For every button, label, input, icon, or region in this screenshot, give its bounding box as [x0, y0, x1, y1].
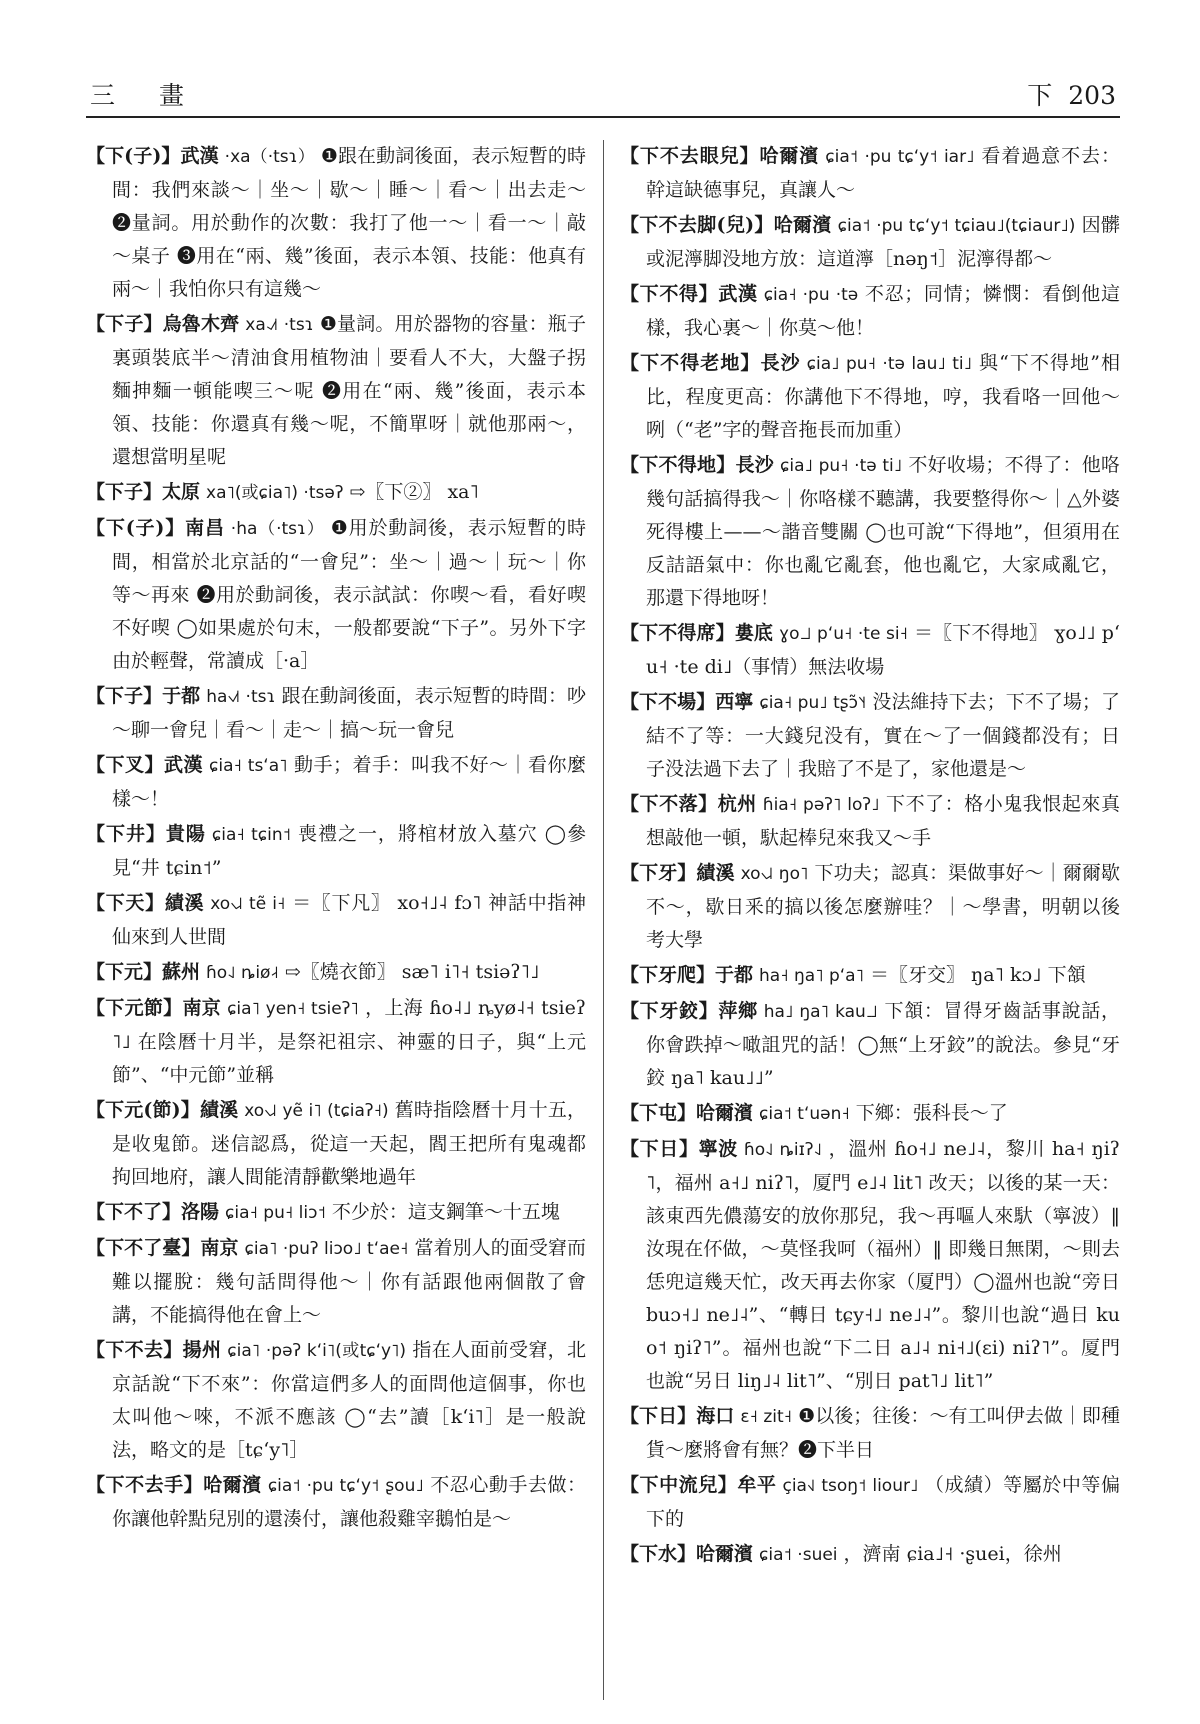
dialect-location: 婁底: [734, 622, 773, 644]
headword: 【下子】: [86, 481, 163, 503]
definition: ⇨〖下②〗 xa˥: [349, 481, 479, 503]
page-header: [86, 70, 1120, 118]
headword: 【下不得老地】: [620, 352, 761, 374]
definition: 不好收場；不得了：他咯幾句話搞得我～｜你咯樣不聽講，我要整得你～｜△外婆死得樓上——～諧音雙關 ◯也可說“下得地”，但須用在反詰語氣中：你也亂它亂套，他也亂它，大家咸亂它，那還下得地呀！: [646, 454, 1120, 609]
definition: 喪禮之一，將棺材放入墓穴 ◯參見“井 tɕin˦”: [112, 823, 586, 879]
phonetic-transcription: ɦo˨˩ ȵiɪʔ˨˩: [743, 1140, 822, 1160]
headword: 【下日】: [620, 1138, 699, 1160]
headword: 【下不落】: [620, 793, 718, 815]
headword: 【下牙】: [620, 862, 697, 884]
dialect-location: 南京: [200, 1237, 239, 1259]
phonetic-transcription: xa˨˩˦ ·tsɿ: [245, 315, 314, 335]
dialect-location: 海口: [696, 1405, 735, 1427]
headword: 【下不去手】: [86, 1474, 204, 1496]
phonetic-transcription: xo˧˩˨ tẽ i˧: [210, 894, 286, 914]
headword: 【下元節】: [86, 997, 183, 1019]
phonetic-transcription: ɕia˦ ·pu tɕʻy˦ ʂou˩: [267, 1476, 424, 1496]
dialect-location: 哈爾濱: [203, 1474, 262, 1496]
phonetic-transcription: ɕia˧ tɕin˦: [211, 825, 292, 845]
definition: ❶跟在動詞後面，表示短暫的時間：我們來談～｜坐～｜歇～｜睡～｜看～｜出去走～ ❷量詞。用於動作的次數：我打了他一～｜看一～｜敲～桌子 ❸用在“兩、幾”後面，表示本領、技能：他真有兩～｜我怕你只有這幾～: [112, 145, 586, 300]
definition: ，溫州 ɦo˧˩ ne˩˨，黎川 ha˧ ŋiʔ˥，福州 a˧˩ niʔ˥，厦門 e˩˨ lit˥ 改天；以後的某一天：該東西先儂蕩安的放你那兒，我～再嘔人來馱（寧波）‖ 汝現在伓做，～莫怪我呵（福州）‖ 即幾日無閑，～則去恁兜這幾天忙，改天再去你家（厦門）◯溫州也說“旁日 buɔ˧˩ ne˩˨”、“轉日 tɕy˧˩ ne˩˨”。黎川也說“過日 kuo˦ ŋiʔ˥”。福州也說“下二日 a˩˨ ni˧˩(ɛi) niʔ˥”。厦門也說“另日 liŋ˩˨ lit˥”、“別日 pat˥˩ lit˥”: [646, 1138, 1120, 1392]
definition: 舊時指陰曆十月十五，是收鬼節。迷信認爲，從這一天起，閻王把所有鬼魂都拘回地府，讓人間能清靜歡樂地過年: [112, 1099, 586, 1188]
phonetic-transcription: ɦia˧ pəʔ˥ loʔ˩: [762, 795, 880, 815]
dictionary-entry: [86, 1334, 586, 1467]
headword: 【下(子)】: [86, 517, 186, 539]
dialect-location: 哈爾濱: [696, 1543, 754, 1565]
phonetic-transcription: ɕia˧ tsʻa˥: [209, 756, 288, 776]
headword: 【下不去脚(兒)】: [620, 214, 774, 236]
dictionary-entry: [620, 788, 1120, 855]
dialect-location: 績溪: [696, 862, 735, 884]
dialect-location: 績溪: [164, 892, 205, 914]
dictionary-entry: [620, 1538, 1120, 1572]
dialect-location: 烏魯木齊: [162, 313, 240, 335]
dialect-location: 哈爾濱: [759, 145, 820, 167]
dialect-location: 萍鄉: [718, 1000, 758, 1022]
dictionary-entry: [86, 992, 586, 1092]
definition: ❶以後；往後：～有工叫伊去做｜即種貨～麼將會有無？❷下半日: [646, 1405, 1120, 1461]
headword: 【下天】: [86, 892, 165, 914]
dictionary-entry: [620, 347, 1120, 447]
dictionary-entry: [86, 956, 586, 990]
dictionary-entry: [86, 1094, 586, 1194]
definition: 不忍；同情；憐憫：看倒他這樣，我心裏～｜你莫～他！: [646, 283, 1120, 339]
headword: 【下不去】: [86, 1339, 183, 1361]
phonetic-transcription: xo˧˩˨ ŋo˥: [740, 864, 809, 884]
phonetic-transcription: ɕia˧ pu˧ liɔ˦: [225, 1203, 326, 1223]
headword: 【下水】: [620, 1543, 697, 1565]
headword: 【下不得地】: [620, 454, 736, 476]
dialect-location: 洛陽: [181, 1201, 220, 1223]
dialect-location: 貴陽: [165, 823, 206, 845]
definition: 動手；着手：叫我不好～｜看你麼樣～！: [112, 754, 586, 810]
headword: 【下屯】: [620, 1102, 697, 1124]
dictionary-entry: [620, 278, 1120, 345]
dialect-location: 武漢: [718, 283, 758, 305]
headword: 【下元】: [86, 961, 163, 983]
definition: ＝〖下不得地〗 ɣo˩˩ pʻu˧ ·te di˩（事情）無法收場: [646, 622, 1120, 678]
column-divider: [603, 140, 604, 1700]
dialect-location: 于都: [715, 964, 754, 986]
phonetic-transcription: ɕia˦ ·suei: [759, 1545, 838, 1565]
dialect-location: 武漢: [164, 754, 203, 776]
dictionary-entry: [86, 476, 586, 510]
headword: 【下井】: [86, 823, 166, 845]
definition: 看着過意不去：幹這缺德事兒，真讓人～: [646, 145, 1120, 201]
definition: 與“下不得地”相比，程度更高：你講他下不得地，哼，我看咯一回他～咧（“老”字的聲音拖長而加重）: [646, 352, 1120, 441]
phonetic-transcription: ɕia˦ tʻuən˧: [759, 1104, 850, 1124]
headword: 【下牙爬】: [620, 964, 716, 986]
definition: 不忍心動手去做：你讓他幹點兒別的還湊付，讓他殺雞宰鵝怕是～: [112, 1474, 586, 1530]
dialect-location: 寧波: [698, 1138, 738, 1160]
definition: 下功夫；認真：渠做事好～｜爾爾歇不～，歇日釆的搞以後怎麼辦哇？｜～學書，明朝以後考大學: [646, 862, 1120, 951]
headword: 【下日】: [620, 1405, 697, 1427]
phonetic-transcription: ɛ˧ zit˧: [740, 1407, 793, 1427]
dictionary-entry: [86, 140, 586, 306]
headword: 【下不去眼兒】: [620, 145, 760, 167]
headword: 【下不了臺】: [86, 1237, 201, 1259]
phonetic-transcription: ɦo˨˩ ȵiø˨˧: [206, 963, 279, 983]
dictionary-entry: [86, 308, 586, 474]
dictionary-entry: [86, 1232, 586, 1332]
dialect-location: 西寧: [715, 691, 754, 713]
headword: 【下中流兒】: [620, 1474, 738, 1496]
section-title: 三 畫: [90, 81, 202, 110]
phonetic-transcription: ha˩ ŋa˥ kau˩˩: [763, 1002, 878, 1022]
phonetic-transcription: ɣo˩˩ pʻu˧ ·te si˧: [778, 624, 908, 644]
dictionary-entry: [620, 995, 1120, 1095]
dialect-location: 杭州: [717, 793, 757, 815]
headword: 【下子】: [86, 685, 163, 707]
phonetic-transcription: ɕia˩ pu˧ ·tə lau˩ ti˩: [806, 354, 972, 374]
dictionary-entry: [86, 680, 586, 747]
dialect-location: 南京: [182, 997, 222, 1019]
definition: ⇨〖燒衣節〗 sæ˥ i˥˧ tsiəʔ˥˩: [284, 961, 540, 983]
definition: 當着別人的面受窘而難以擺脫：幾句話問得他～｜你有話跟他兩個散了會講，不能搞得他在會上～: [112, 1237, 586, 1326]
columns: [86, 140, 1120, 1700]
dialect-location: 長沙: [735, 454, 775, 476]
head-character: 下: [1027, 81, 1053, 110]
dictionary-entry: [620, 617, 1120, 684]
dictionary-entry: [86, 1469, 586, 1536]
phonetic-transcription: xa˥(或ɕia˥) ·tsəʔ: [206, 483, 344, 503]
dictionary-entry: [620, 1133, 1120, 1398]
headword: 【下不得】: [620, 283, 719, 305]
definition: 指在人面前受窘，北京話說“下不來”：你當這們多人的面問他這個事，你也太叫他～唻，不派不應該 ◯“去”讀［kʻi˥］是一般說法，略文的是［tɕʻy˥］: [112, 1339, 586, 1461]
headword: 【下元(節)】: [86, 1099, 200, 1121]
phonetic-transcription: ɕia˥ ·pəʔ kʻi˥(或tɕʻy˥): [227, 1341, 407, 1361]
phonetic-transcription: xo˧˩˨ yẽ i˥ (tɕiaʔ˧): [244, 1101, 389, 1121]
phonetic-transcription: ·ha（·tsɿ）: [230, 519, 325, 539]
dictionary-entry: [86, 749, 586, 816]
dialect-location: 牟平: [737, 1474, 777, 1496]
phonetic-transcription: ɕia˩ pu˧ ·tə ti˩: [780, 456, 903, 476]
dictionary-entry: [620, 449, 1120, 615]
definition: 跟在動詞後面，表示短暫的時間：吵～聊一會兒｜看～｜走～｜搞～玩一會兒: [112, 685, 586, 741]
dialect-location: 南昌: [185, 517, 225, 539]
phonetic-transcription: ɕia˧ ·pu ·tə: [763, 285, 859, 305]
definition: ＝〖牙交〗 ŋa˥ kɔ˩ 下頷: [870, 964, 1086, 986]
dialect-location: 哈爾濱: [696, 1102, 754, 1124]
running-head: [1027, 76, 1116, 112]
dictionary-entry: [620, 1097, 1120, 1131]
dialect-location: 績溪: [199, 1099, 239, 1121]
phonetic-transcription: ha˧˩˦ ·tsɿ: [206, 687, 276, 707]
dictionary-entry: [620, 209, 1120, 276]
headword: 【下不了】: [86, 1201, 182, 1223]
dialect-location: 太原: [162, 481, 201, 503]
dictionary-entry: [620, 686, 1120, 786]
headword: 【下牙鉸】: [620, 1000, 719, 1022]
definition: ，上海 ɦo˨˩ ȵyø˨˧ tsieʔ˥˩ 在陰曆十月半，是祭祀祖宗、神靈的日子，與“上元節”、“中元節”並稱: [112, 997, 586, 1086]
dialect-location: 武漢: [180, 145, 219, 167]
definition: 下不了：格小鬼我恨起來真想敲他一頓，馱起棒兒來我又～手: [646, 793, 1120, 849]
phonetic-transcription: ·xa（·tsɿ）: [224, 147, 315, 167]
dictionary-entry: [86, 512, 586, 678]
definition: 下頷：冒得牙齒話事說話，你會跌掉～噉詛咒的話！◯無“上牙鉸”的說法。參見“牙鉸 ŋa˥ kau˩˩”: [646, 1000, 1120, 1089]
headword: 【下子】: [86, 313, 163, 335]
headword: 【下(子)】: [86, 145, 181, 167]
headword: 【下不得席】: [620, 622, 735, 644]
headword: 【下叉】: [86, 754, 164, 776]
definition: 下鄉：張科長～了: [855, 1102, 1008, 1124]
phonetic-transcription: çia˧˩ tsoŋ˦ liour˩: [782, 1476, 919, 1496]
phonetic-transcription: ɕia˦ ·pu tɕʻy˦ iar˩: [825, 147, 975, 167]
phonetic-transcription: ɕia˥ ·puʔ liɔo˩ tʻae˧: [244, 1239, 409, 1259]
dictionary-entry: [86, 1196, 586, 1230]
right-column: [620, 140, 1120, 1700]
headword: 【下不場】: [620, 691, 716, 713]
phonetic-transcription: ɕia˥ yen˧ tsieʔ˥: [227, 999, 359, 1019]
definition: （成績）等屬於中等偏下的: [646, 1474, 1120, 1530]
dialect-location: 哈爾濱: [773, 214, 832, 236]
dialect-location: 揚州: [182, 1339, 222, 1361]
definition: ＝〖下凡〗 xo˧˩˨ fɔ˥ 神話中指神仙來到人世間: [112, 892, 586, 948]
dictionary-entry: [620, 140, 1120, 207]
definition: 因髒或泥濘脚没地方放：這道濘［nəŋ˦］泥濘得都～: [646, 214, 1120, 270]
dictionary-entry: [620, 857, 1120, 957]
phonetic-transcription: ɕia˧ pu˩ tʂɔ̃˥˧: [759, 693, 867, 713]
dialect-location: 長沙: [760, 352, 801, 374]
dialect-location: 于都: [162, 685, 201, 707]
dictionary-entry: [620, 1400, 1120, 1467]
dictionary-entry: [86, 818, 586, 885]
phonetic-transcription: ha˧ ŋa˥ pʻa˥: [759, 966, 864, 986]
phonetic-transcription: ɕia˦ ·pu tɕʻy˦ tɕiau˩(tɕiaur˩): [837, 216, 1076, 236]
dialect-location: 蘇州: [162, 961, 201, 983]
left-column: [86, 140, 586, 1700]
dictionary-entry: [620, 959, 1120, 993]
definition: 不少於：這支鋼筆～十五塊: [331, 1201, 560, 1223]
dictionary-entry: [620, 1469, 1120, 1536]
definition: 没法維持下去；下不了場；了結不了等：一大錢兒没有，實在～了一個錢都没有；日子没法過下去了｜我賠了不是了，家他還是～: [646, 691, 1120, 780]
page-number: 203: [1068, 81, 1116, 110]
dictionary-entry: [86, 887, 586, 954]
definition: ❶量詞。用於器物的容量：瓶子裏頭裝底半～清油食用植物油｜要看人不大，大盤子拐麵抻麵一頓能喫三～呢 ❷用在“兩、幾”後面，表示本領、技能：你還真有幾～呢，不簡單呀｜就他那兩～，還想當明星呢: [112, 313, 586, 468]
definition: ，濟南 ɕia˩˧ ·ʂuei，徐州: [843, 1543, 1062, 1565]
definition: ❶用於動詞後，表示短暫的時間，相當於北京話的“一會兒”：坐～｜過～｜玩～｜你等～再來 ❷用於動詞後，表示試試：你喫～看，看好喫不好喫 ◯如果處於句末，一般都要說“下子”。另外下字由於輕聲，常讀成［·a］: [112, 517, 586, 672]
